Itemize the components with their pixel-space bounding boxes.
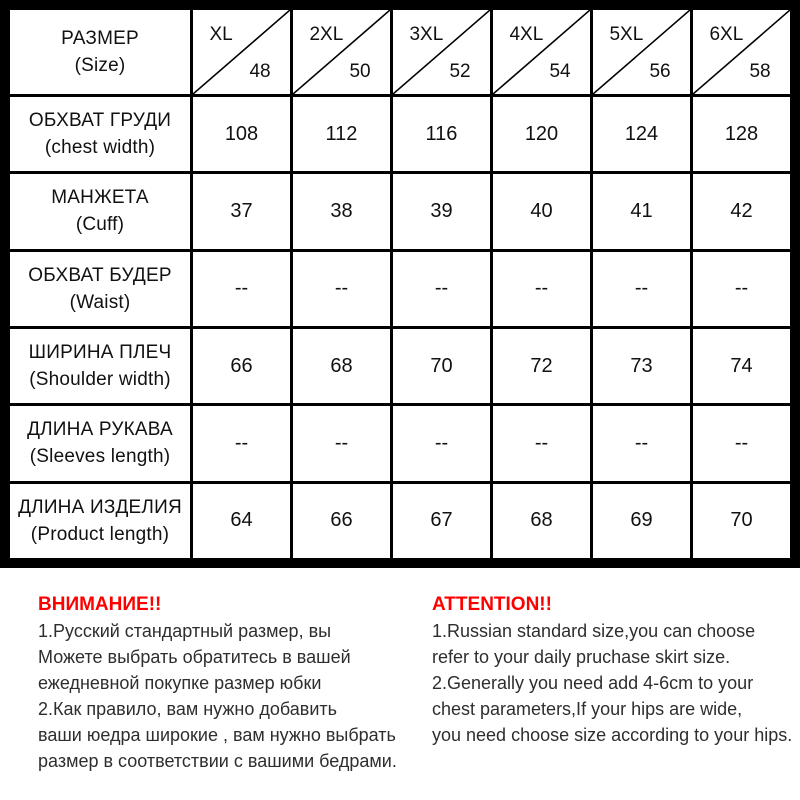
value-cell: 70 (393, 329, 490, 403)
value-cell: 112 (293, 97, 390, 171)
note-line: 2.Generally you need add 4-6cm to your (432, 673, 754, 693)
value-cell: -- (493, 252, 590, 326)
value-cell: 73 (593, 329, 690, 403)
note-line: Можете выбрать обратитесь в вашей (38, 647, 351, 667)
size-header-3xl (393, 10, 490, 94)
size-header-5xl (593, 10, 690, 94)
value-cell: 108 (193, 97, 290, 171)
value-cell: 66 (193, 329, 290, 403)
note-line: you need choose size according to your hips. (432, 725, 793, 745)
row-label-ru: МАНЖЕТА (51, 187, 149, 209)
size-label: XL (209, 24, 233, 46)
diagonal-divider-line (293, 10, 390, 94)
value-cell: -- (393, 406, 490, 480)
note-english (432, 592, 796, 748)
value-cell: 39 (393, 174, 490, 248)
ru-size-label: 48 (249, 61, 271, 83)
value-cell: 124 (593, 97, 690, 171)
note-russian (38, 592, 424, 774)
row-label-product-length (10, 484, 190, 558)
note-line: 2.Как правило, вам нужно добавить (38, 699, 338, 719)
ru-size-label: 58 (749, 61, 771, 83)
value-cell: -- (693, 406, 790, 480)
value-cell: -- (693, 252, 790, 326)
value-cell: 120 (493, 97, 590, 171)
attention-heading-ru: ВНИМАНИЕ!! (38, 594, 162, 615)
attention-heading-en: ATTENTION!! (432, 594, 552, 615)
note-line: ваши юедра широкие , вам нужно выбрать (38, 725, 396, 745)
value-cell: -- (293, 252, 390, 326)
value-cell: 68 (493, 484, 590, 558)
row-label-chest-width (10, 97, 190, 171)
value-cell: 74 (693, 329, 790, 403)
size-label: 5XL (609, 24, 644, 46)
value-cell: 67 (393, 484, 490, 558)
note-line: ежедневной покупке размер юбки (38, 673, 322, 693)
value-cell: 72 (493, 329, 590, 403)
diagonal-divider-line (593, 10, 690, 94)
value-cell: 64 (193, 484, 290, 558)
value-cell: 37 (193, 174, 290, 248)
corner-header-en: (Size) (74, 55, 126, 76)
row-label-ru: ШИРИНА ПЛЕЧ (28, 342, 172, 364)
ru-size-label: 54 (549, 61, 571, 83)
note-line: chest parameters,If your hips are wide, (432, 699, 743, 719)
ru-size-label: 52 (449, 61, 471, 83)
row-label-cuff (10, 174, 190, 248)
row-label-waist (10, 252, 190, 326)
size-header-2xl (293, 10, 390, 94)
size-label: 6XL (709, 24, 744, 46)
note-line: 1.Russian standard size,you can choose (432, 621, 756, 641)
diagonal-divider-line (393, 10, 490, 94)
value-cell: 66 (293, 484, 390, 558)
row-label-sleeves-length (10, 406, 190, 480)
row-label-en: (Cuff) (75, 214, 125, 236)
ru-size-label: 56 (649, 61, 671, 83)
value-cell: 42 (693, 174, 790, 248)
row-label-en: (Shoulder width) (29, 369, 171, 391)
row-label-ru: ОБХВАТ ГРУДИ (28, 110, 172, 132)
diagonal-divider-line (193, 10, 290, 94)
size-label: 4XL (509, 24, 544, 46)
value-cell: -- (193, 252, 290, 326)
row-label-en: (chest width) (44, 137, 156, 159)
size-header-6xl (693, 10, 790, 94)
row-label-en: (Sleeves length) (29, 446, 171, 468)
row-label-ru: ОБХВАТ БУДЕР (28, 264, 172, 286)
row-label-shoulder-width (10, 329, 190, 403)
value-cell: 41 (593, 174, 690, 248)
diagonal-divider-line (493, 10, 590, 94)
value-cell: 69 (593, 484, 690, 558)
size-label: 2XL (309, 24, 344, 46)
diagonal-divider-line (693, 10, 790, 94)
value-cell: 68 (293, 329, 390, 403)
value-cell: -- (593, 252, 690, 326)
size-label: 3XL (409, 24, 444, 46)
row-label-en: (Product length) (30, 523, 170, 545)
corner-header-ru: РАЗМЕР (61, 28, 139, 49)
note-line: размер в соответствии с вашими бедрами. (38, 751, 397, 771)
value-cell: 128 (693, 97, 790, 171)
value-cell: -- (493, 406, 590, 480)
value-cell: -- (293, 406, 390, 480)
value-cell: -- (393, 252, 490, 326)
ru-size-label: 50 (349, 61, 371, 83)
row-label-en: (Waist) (69, 291, 131, 313)
note-line: 1.Русский стандартный размер, вы (38, 621, 332, 641)
value-cell: 70 (693, 484, 790, 558)
row-label-ru: ДЛИНА ИЗДЕЛИЯ (18, 496, 182, 518)
table-corner-header (10, 10, 190, 94)
size-header-4xl (493, 10, 590, 94)
value-cell: -- (193, 406, 290, 480)
row-label-ru: ДЛИНА РУКАВА (27, 419, 173, 441)
value-cell: 38 (293, 174, 390, 248)
size-header-xl (193, 10, 290, 94)
value-cell: 40 (493, 174, 590, 248)
value-cell: 116 (393, 97, 490, 171)
value-cell: -- (593, 406, 690, 480)
note-line: refer to your daily pruchase skirt size. (432, 647, 731, 667)
